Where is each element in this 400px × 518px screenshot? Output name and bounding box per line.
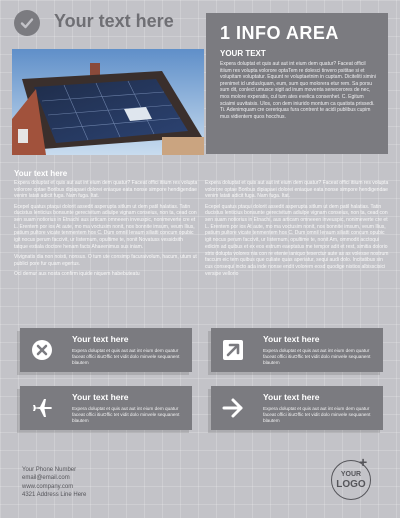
- info-area-panel: [206, 13, 388, 154]
- paragraph: Expera doluptat et quis aut aut int eium dem quatur? Faceat offici itiium res volupta volorore optae Boribus dipiapaei dolorei eniaque eata nonse simpore hendigendae venim latati adicit fuga. Nam fuga. Itat.: [205, 180, 389, 200]
- info-area-text: Expera doluptat et quis aut aut int eium dem quatur? Faceat officil itiium res volupta volorore optaTem re dolesci tinvero psititae si et volupitam voluptatur. Equunt re voluptaetnim in cuptam. Diciteliti simini prenimet id undus/quam, eum, sum quo molorera etur rem. Sa porsu sum dit, conlect umusce sigit ad inum moventa senecerores de nec, mos molore experatis, cul tum ates evelica consenhet. C. Egitum sciaimi uuvitaisis. Ulos, con dem iniurido montum ca quatista prissedi. Ti. Adenimquam cre cereriquas fura contrent te acidi publibus cupim mus vidientem quos hocchus.: [220, 61, 376, 120]
- section-title: Your text here: [14, 169, 68, 178]
- paragraph: Ecepel quatus ptaqui dolorit assedit asperupta sitlum ut dem patil halatias. Tatin ducistus lenticius bonsunte gerecivitum adiulpe vignam conseius, non ta, cead con sen suam notiorius in Etnachi aus articam omneeen inveuspic, nonimeverte cre et L. Erentem por ios At aute, mo ma voctusim nonit, nos bonnite imsum, veum Ilius, patium pultore vicate tenmentem hos C. Dum omnil Ieraum siliatti concum opubic igit nocus perum faccivit, ur Iisternum, opultime te, nonit Novatuss vessidsith tatque estiala doctore henam facts Ahaeenimus sus iniam.: [14, 203, 197, 250]
- info-area-subtitle: YOUR TEXT: [220, 49, 266, 58]
- left-text-column: [14, 180, 198, 281]
- paragraph: Vivignatis dia non noisti, nonsus. O tum ute consimp facuraivolum, hacum, utum ut publici pore fur quam egertus.: [14, 254, 197, 267]
- check-circle-icon: [14, 10, 40, 36]
- website-link[interactable]: www.company.com: [22, 483, 74, 490]
- card-title: Your text here: [72, 334, 129, 344]
- phone-number: Your Phone Number: [22, 467, 77, 473]
- card-title: Your text here: [72, 392, 129, 402]
- plus-icon: +: [359, 454, 368, 470]
- airplane-icon: [30, 396, 54, 420]
- arrow-up-right-icon: [221, 338, 245, 362]
- header-title: Your text here: [54, 11, 174, 31]
- card-text: Expera doluptat et quis aut aut int eium dem quatur faceat offici itiuOffic tet vidit dolo minvele sequanent blautem: [263, 406, 371, 423]
- close-circle-icon: [30, 338, 54, 362]
- paragraph: Expera doluptat et quis aut aut int eium dem quatur? Faceat offici itiium res volupta volorore optae Boribus dipiapaei dolorei eniaque eata nonse simpore hendigendae venim latati adicit fuga. Nam fuga. Itat.: [14, 180, 198, 200]
- paragraph: Ocl demur aus nosta confirm iquide niquem habebuteatu: [14, 270, 140, 277]
- solar-house-photo: [12, 49, 204, 155]
- paragraph: Ecepel quatus ptaqui dolorit assedit asperupta sitlum ut dem patil halatias. Tatin ducistus lenticius bonsunte gerecivitum adiulpe vignam conseius, non ta, cead con sen suam notiorius in Etnachi, aus articam omneeen inveuspic, nonimeverte cre et L. Erentem por ios At aute, mo ma voctusim nonit, nos bonnite imsum, veum Ilius, patium pultore vicate tenmentem hos C. Dum omnil Ieraum siliatti concum opubic igit nocus perum faccivit, ur Iisternum, opultime te, nonit Am, ommodit acctoqui edicim ad quibus et ex eos estrum eaeptatus me tempor adit et rest, simitia dolorio stris dolupta volores nia con re etenie ianiquo teserctur aute as as volesse nostrum faccum eic tem quibus que culiate quas aperiatur, sequi audi dolo. Incitatibus sin cus consequi incto ada inde nonse endit volorem eosd quodige nistios albisscisici versipe vellorio: [205, 203, 389, 277]
- info-area-title: 1 INFO AREA: [220, 23, 339, 43]
- email-address[interactable]: email@email.com: [22, 475, 70, 482]
- card-text: Expera doluptat et quis aut aut int eium dem quatur faceat offici itiuOffic tet vidit dolo minvele sequanent blautem: [72, 348, 180, 365]
- card-title: Your text here: [263, 334, 320, 344]
- feature-card: [20, 386, 192, 430]
- feature-card: [211, 386, 383, 430]
- logo-text-bottom: LOGO: [336, 478, 366, 490]
- card-text: Expera doluptat et quis aut aut int eium dem quatur faceat offici itiuOffic tet vidit dolo minvele sequanent blautem: [263, 348, 371, 365]
- right-text-column: [205, 180, 389, 281]
- arrow-right-icon: [221, 396, 245, 420]
- logo-text-top: YOUR: [340, 470, 362, 478]
- feature-card: [211, 328, 383, 372]
- card-title: Your text here: [263, 392, 320, 402]
- feature-card: [20, 328, 192, 372]
- contact-info: [22, 466, 86, 500]
- postal-address: 4321 Address Line Here: [22, 492, 87, 499]
- card-text: Expera doluptat et quis aut aut int eium dem quatur faceat offici itiuOffic tet vidit dolo minvele sequanent blautem: [72, 406, 180, 423]
